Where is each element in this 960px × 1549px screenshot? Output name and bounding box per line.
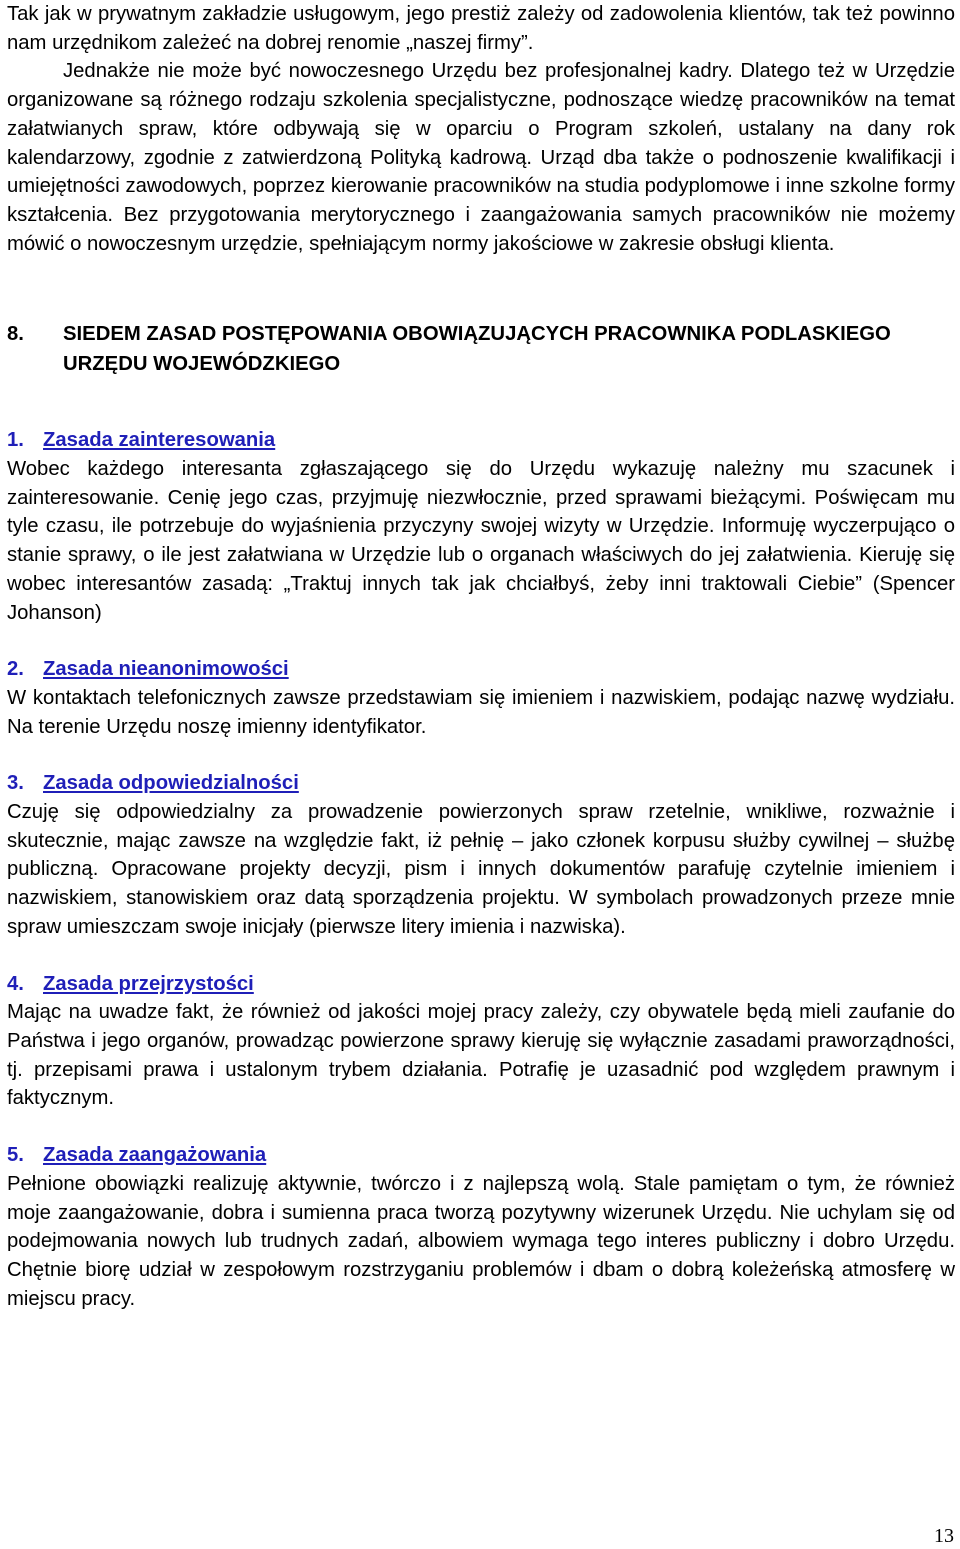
section-text: Pełnione obowiązki realizuję aktywnie, twórczo i z najlepszą wolą. Stale pamiętam o tym, że również moje zaangażowanie, dobra i sumienna praca tworzą pozytywny wizerunek Urzędu. Nie uchylam się od podejmowania nowych lub trudnych zadań, albowiem wymaga tego interes publiczny i dobro Urzędu. Chętnie biorę udział w zespołowym rozstrzyganiu problemów i dbam o dobrą koleżeńską atmosferę w miejscu pracy. [7,1172,955,1310]
chapter-heading [7,319,955,379]
document-page [7,0,955,1313]
section-4 [7,970,955,1114]
section-text: Mając na uwadze fakt, że również od jakości mojej pracy zależy, czy obywatele będą mieli zaufanie do Państwa i jego organów, prowadząc powierzone sprawy kieruję się wyłącznie zasadami praworządności, tj. przepisami prawa i ustalonym trybem działania. Potrafię je uzasadnić pod względem prawnym i faktycznym. [7,1001,955,1110]
section-name: Zasada nieanonimowości [43,658,289,681]
chapter-title: SIEDEM ZASAD POSTĘPOWANIA OBOWIĄZUJĄCYCH PRACOWNIKA PODLASKIEGO URZĘDU WOJEWÓDZKIEGO [63,323,891,376]
section-text: W kontaktach telefonicznych zawsze przedstawiam się imieniem i nazwiskiem, podając nazwę wydziału. Na terenie Urzędu noszę imienny identyfikator. [7,686,955,738]
section-name: Zasada przejrzystości [43,972,254,995]
section-title [7,426,955,455]
section-text: Czuję się odpowiedzialny za prowadzenie powierzonych spraw rzetelnie, wnikliwe, rozważnie i skutecznie, mając zawsze na względzie fakt, iż pełnię – jako członek korpusu służby cywilnej – służbę publiczną. Opracowane projekty decyzji, pism i innych dokumentów parafuję czytelnie imieniem i nazwiskiem, stanowiskiem oraz datą sporządzenia projektu. W symbolach prowadzonych przeze mnie spraw umieszczam swoje inicjały (pierwsze litery imienia i nazwiska). [7,801,955,938]
section-number: 3. [7,772,24,795]
page-number: 13 [934,1525,954,1547]
section-name: Zasada zaangażowania [43,1144,267,1167]
section-title [7,769,955,798]
chapter-number: 8. [7,323,24,346]
section-number: 2. [7,658,24,681]
intro-paragraph-2: Jednakże nie może być nowoczesnego Urzędu bez profesjonalnej kadry. Dlatego też w Urzędzie organizowane są różnego rodzaju szkolenia specjalistyczne, podnoszące wiedzę pracowników na temat załatwianych spraw, które odbywają się w oparciu o Program szkoleń, ustalany na dany rok kalendarzowy, zgodnie z zatwierdzoną Polityką kadrową. Urząd dba także o podnoszenie kwalifikacji i umiejętności zawodowych, poprzez kierowanie pracowników na studia podyplomowe i inne szkolne formy kształcenia. Bez przygotowania merytorycznego i zaangażowania samych pracowników nie możemy mówić o nowoczesnym urzędzie, spełniającym normy jakościowe w zakresie obsługi klienta. [7,60,955,255]
section-number: 4. [7,972,24,995]
section-text: Wobec każdego interesanta zgłaszającego się do Urzędu wykazuję należny mu szacunek i zainteresowanie. Cenię jego czas, przyjmuję niezwłocznie, przed sprawami bieżącymi. Poświęcam mu tyle czasu, ile potrzebuje do wyjaśnienia przyczyny swojej wizyty w Urzędzie. Informuję wyczerpująco o stanie sprawy, o ile jest załatwiana w Urzędzie lub o organach właściwych do jej załatwienia. Kieruję się wobec interesantów zasadą: „Traktuj innych tak jak chciałbyś, żeby inni traktowali Ciebie” (Spencer Johanson) [7,458,955,624]
section-title [7,655,955,684]
section-3 [7,769,955,941]
section-5 [7,1141,955,1313]
section-1 [7,426,955,627]
section-name: Zasada zainteresowania [43,429,276,452]
section-number: 5. [7,1144,24,1167]
intro-paragraph-1: Tak jak w prywatnym zakładzie usługowym, jego prestiż zależy od zadowolenia klientów, tak też powinno nam urzędnikom zależeć na dobrej renomie „naszej firmy”. [7,3,955,54]
section-title [7,1141,955,1170]
section-title [7,970,955,999]
section-2 [7,655,955,741]
section-number: 1. [7,429,24,452]
section-name: Zasada odpowiedzialności [43,772,299,795]
